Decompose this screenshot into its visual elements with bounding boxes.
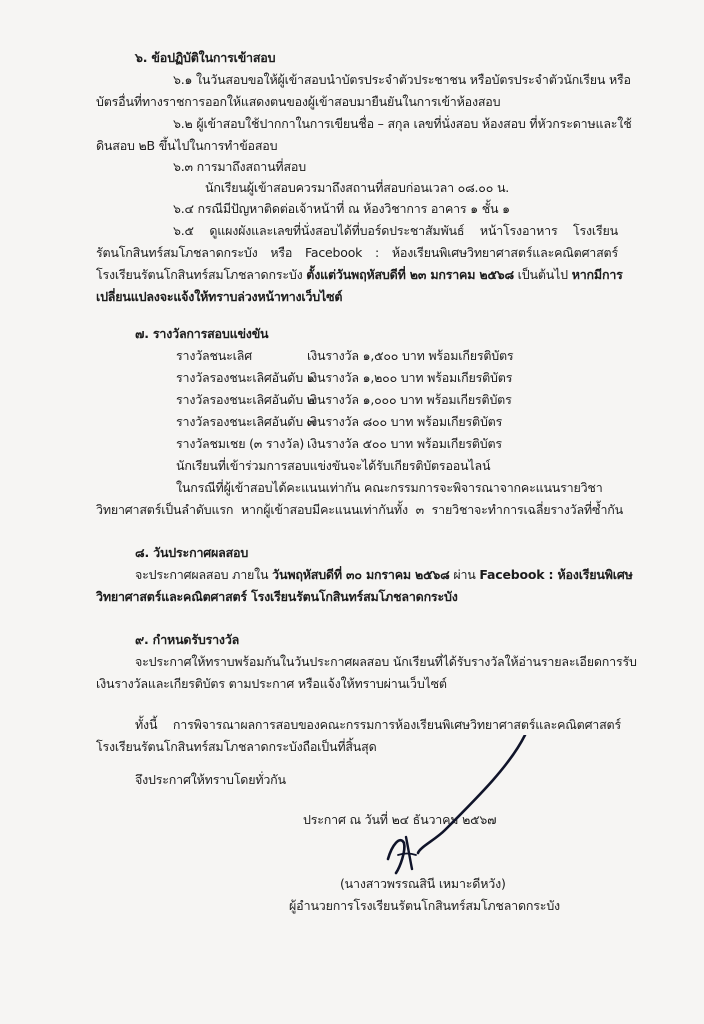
award-prize: เงินรางวัล ๕๐๐ บาท พร้อมเกียรติบัตร [307,436,502,451]
signer-name: (นางสาวพรรณสินี เหมาะดีหวัง) [340,876,506,891]
closing-line-2: โรงเรียนรัตนโกสินทร์สมโภชลาดกระบังถือเป็นที่สิ้นสุด [96,739,377,754]
item-6-3-line-1: ๖.๓ การมาถึงสถานที่สอบ [173,159,306,174]
item-6-5-line-3 [96,267,623,283]
award-name: รางวัลรองชนะเลิศอันดับ ๓ [176,414,316,429]
item-6-1-line-2: บัตรอื่นที่ทางราชการออกให้แสดงตนของผู้เข้าสอบมายืนยันในการเข้าห้องสอบ [96,94,501,109]
start-date-text: ตั้งแต่วันพฤหัสบดีที่ ๒๓ มกราคม ๒๕๖๘ [306,267,514,282]
results-via-text: ผ่าน [449,567,480,582]
facebook-page-text: Facebook : ห้องเรียนพิเศษ [479,567,633,582]
award-prize: เงินรางวัล ๑,๕๐๐ บาท พร้อมเกียรติบัตร [307,348,514,363]
results-line-1 [135,567,633,583]
announcement-text: จึงประกาศให้ทราบโดยทั่วกัน [135,772,286,787]
signature-image [360,735,530,875]
award-name: รางวัลรองชนะเลิศอันดับ ๑ [176,370,315,385]
closing-line-1: ทั้งนี้ การพิจารณาผลการสอบของคณะกรรมการห้องเรียนพิเศษวิทยาศาสตร์และคณิตศาสตร์ [135,717,621,732]
onward-text: เป็นต้นไป [513,267,572,282]
school-name-text: โรงเรียนรัตนโกสินทร์สมโภชลาดกระบัง [96,267,307,282]
award-name: รางวัลชนะเลิศ [176,348,252,363]
results-line-2: วิทยาศาสตร์และคณิตศาสตร์ โรงเรียนรัตนโกสินทร์สมโภชลาดกระบัง [96,589,458,604]
section-7-heading: ๗. รางวัลการสอบแข่งขัน [135,326,269,341]
section-8-heading: ๘. วันประกาศผลสอบ [135,545,249,560]
item-6-5-line-1: ๖.๕ ดูแผงผังและเลขที่นั่งสอบได้ที่บอร์ดประชาสัมพันธ์ หน้าโรงอาหาร โรงเรียน [173,223,618,238]
item-6-3-line-2: นักเรียนผู้เข้าสอบควรมาถึงสถานที่สอบก่อนเวลา ๐๘.๐๐ น. [205,180,510,195]
item-6-5-line-4: เปลี่ยนแปลงจะแจ้งให้ทราบล่วงหน้าทางเว็บไซต์ [96,289,343,304]
tie-rule-line-1: ในกรณีที่ผู้เข้าสอบได้คะแนนเท่ากัน คณะกรรมการจะพิจารณาจากคะแนนรายวิชา [176,480,603,495]
award-prize: เงินรางวัล ๘๐๐ บาท พร้อมเกียรติบัตร [307,414,503,429]
online-certificate-note: นักเรียนที่เข้าร่วมการสอบแข่งขันจะได้รับเกียรติบัตรออนไลน์ [176,458,491,473]
results-within-text: จะประกาศผลสอบ ภายใน [135,567,273,582]
prize-collection-line-1: จะประกาศให้ทราบพร้อมกันในวันประกาศผลสอบ นักเรียนที่ได้รับรางวัลให้อ่านรายละเอียดการรับ [135,654,637,669]
announcement-date: ประกาศ ณ วันที่ ๒๔ ธันวาคม ๒๕๖๗ [303,812,497,827]
item-6-2-line-1: ๖.๒ ผู้เข้าสอบใช้ปากกาในการเขียนชื่อ – สกุล เลขที่นั่งสอบ ห้องสอบ ที่หัวกระดาษและใช้ [173,116,632,131]
item-6-4: ๖.๔ กรณีมีปัญหาติดต่อเจ้าหน้าที่ ณ ห้องวิชาการ อาคาร ๑ ชั้น ๑ [173,201,510,216]
change-notice-text: หากมีการ [571,267,623,282]
section-6-heading: ๖. ข้อปฏิบัติในการเข้าสอบ [135,50,276,65]
award-prize: เงินรางวัล ๑,๐๐๐ บาท พร้อมเกียรติบัตร [307,392,512,407]
item-6-2-line-2: ดินสอบ ๒B ขึ้นไปในการทำข้อสอบ [96,138,278,153]
prize-collection-line-2: เงินรางวัลและเกียรติบัตร ตามประกาศ หรือแจ้งให้ทราบผ่านเว็บไซต์ [96,676,447,691]
award-name: รางวัลชมเชย (๓ รางวัล) [176,436,305,451]
results-date-text: วันพฤหัสบดีที่ ๓๐ มกราคม ๒๕๖๘ [272,567,450,582]
award-name: รางวัลรองชนะเลิศอันดับ ๒ [176,392,315,407]
section-9-heading: ๙. กำหนดรับรางวัล [135,632,240,647]
award-prize: เงินรางวัล ๑,๒๐๐ บาท พร้อมเกียรติบัตร [307,370,513,385]
signer-title: ผู้อำนวยการโรงเรียนรัตนโกสินทร์สมโภชลาดกระบัง [289,898,560,913]
item-6-1-line-1: ๖.๑ ในวันสอบขอให้ผู้เข้าสอบนำบัตรประจำตัวประชาชน หรือบัตรประจำตัวนักเรียน หรือ [173,72,631,87]
item-6-5-line-2: รัตนโกสินทร์สมโภชลาดกระบัง หรือ Facebook : ห้องเรียนพิเศษวิทยาศาสตร์และคณิตศาสตร์ [96,245,618,260]
tie-rule-line-2: วิทยาศาสตร์เป็นลำดับแรก หากผู้เข้าสอบมีคะแนนเท่ากันทั้ง ๓ รายวิชาจะทำการเฉลี่ยรางวัลที่ซ้ำกัน [96,502,623,517]
